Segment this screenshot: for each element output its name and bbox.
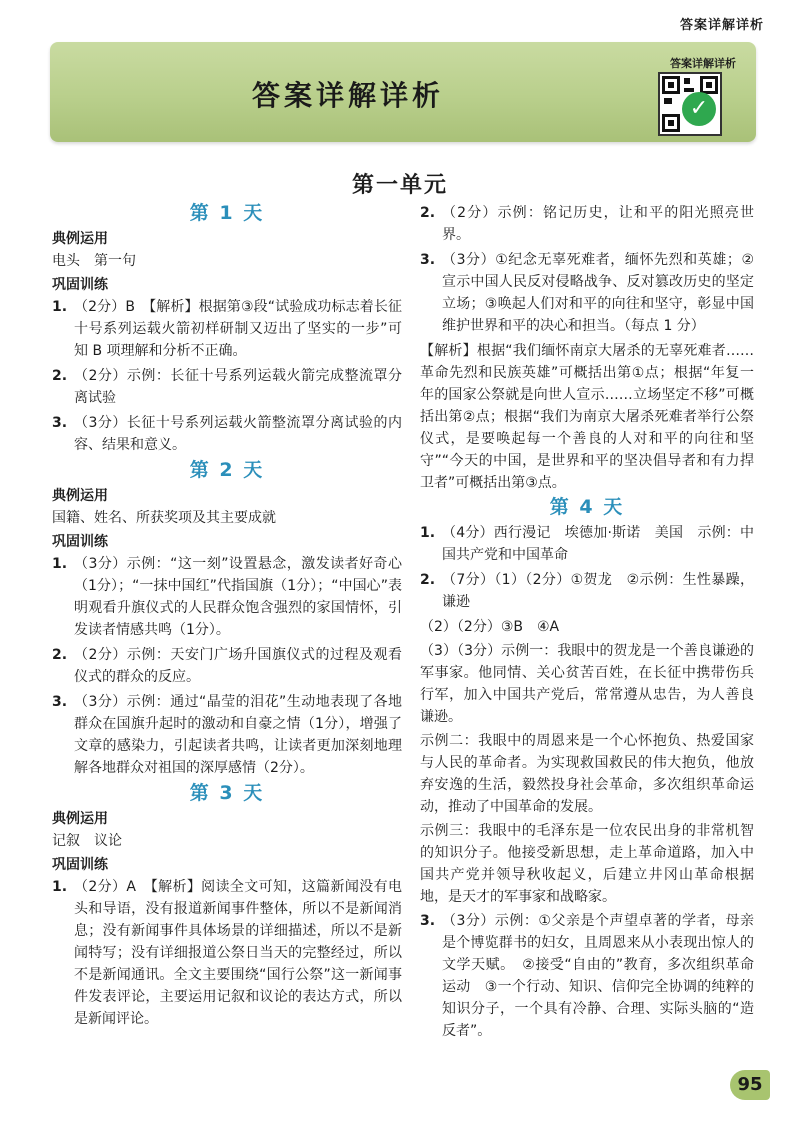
answer-item — [52, 644, 402, 688]
item-text: （3分）示例：“这一刻”设置悬念，激发读者好奇心（1分）；“一抹中国红”代指国旗（1分）；“中国心”表明观看升旗仪式的人民群众饱含强烈的家国情怀，引发读者情感共鸣（1分）。 — [74, 556, 402, 638]
section-typical: 典例运用 — [52, 811, 108, 827]
item-number: 2. — [52, 368, 68, 384]
sub-answer: 示例三：我眼中的毛泽东是一位农民出身的非常机智的知识分子。他接受新思想，走上革命道路，加入中国共产党并领导秋收起义，后建立井冈山革命根据地，是天才的军事家和战略家。 — [420, 823, 754, 905]
qr-label: 答案详解详析 — [670, 57, 736, 70]
item-number: 1. — [52, 879, 68, 895]
item-text: （2分）B 【解析】根据第③段“试验成功标志着长征十号系列运载火箭初样研制又迈出了坚实的一步”可知 B 项理解和分析不正确。 — [74, 299, 402, 359]
header-label: 答案详解详析 — [679, 18, 764, 33]
qr-module — [684, 78, 690, 84]
answer-item — [52, 365, 402, 409]
qr-code-icon[interactable] — [658, 72, 722, 136]
title-banner — [50, 42, 756, 142]
answer-item — [52, 876, 402, 1030]
item-number: 3. — [420, 913, 436, 929]
answer-item — [420, 522, 754, 566]
answer-item — [52, 553, 402, 641]
page-number: 95 — [730, 1070, 770, 1100]
answer-item — [52, 412, 402, 456]
item-number: 1. — [52, 299, 68, 315]
item-text: （2分）示例：铭记历史，让和平的阳光照亮世界。 — [442, 205, 754, 243]
section-practice: 巩固训练 — [52, 534, 108, 550]
qr-module — [664, 98, 672, 104]
sub-answer: （3）（3分）示例一：我眼中的贺龙是一个善良谦逊的军事家。他同情、关心贫苦百姓，在长征中携带伤兵行军，加入中国共产党后，常常遵从忠告，为人善良谦逊。 — [420, 643, 754, 725]
sub-answer: （2）（2分）③B ④A — [420, 619, 560, 635]
checkmark-icon: ✓ — [682, 92, 716, 126]
qr-finder — [662, 76, 680, 94]
section-practice: 巩固训练 — [52, 857, 108, 873]
typical-answer: 记叙 议论 — [52, 833, 122, 849]
item-text: （2分）示例：天安门广场升国旗仪式的过程及观看仪式的群众的反应。 — [74, 647, 402, 685]
item-number: 1. — [52, 556, 68, 572]
item-text: （2分）示例：长征十号系列运载火箭完成整流罩分离试验 — [74, 368, 402, 406]
right-column — [420, 200, 754, 1045]
item-number: 2. — [52, 647, 68, 663]
day-1-heading: 第 1 天 — [189, 202, 265, 224]
item-number: 3. — [420, 252, 436, 268]
unit-title: 第一单元 — [351, 173, 448, 198]
typical-answer: 国籍、姓名、所获奖项及其主要成就 — [52, 510, 276, 526]
day-2-heading: 第 2 天 — [189, 459, 265, 481]
answer-item — [420, 249, 754, 337]
qr-finder — [662, 114, 680, 132]
item-number: 2. — [420, 572, 436, 588]
item-text: （2分）A 【解析】阅读全文可知，这篇新闻没有电头和导语，没有报道新闻事件整体，所以不是新闻消息；没有新闻事件具体场景的详细描述，所以不是新闻特写；没有详细报道公祭日当天的完整经过，所以不是新闻通讯。全文主要围绕“国行公祭”这一新闻事件发表评论，主要运用记叙和议论的表达方式，所以是新闻评论。 — [74, 879, 402, 1027]
day-4-heading: 第 4 天 — [549, 496, 625, 518]
qr-module — [684, 88, 694, 92]
typical-answer: 电头 第一句 — [52, 253, 136, 269]
answer-item — [52, 691, 402, 779]
answer-item — [420, 910, 754, 1042]
item-text: （3分）长征十号系列运载火箭整流罩分离试验的内容、结果和意义。 — [74, 415, 402, 453]
answer-item — [52, 296, 402, 362]
item-text: （3分）示例：通过“晶莹的泪花”生动地表现了各地群众在国旗升起时的激动和自豪之情（1分），增强了文章的感染力，引起读者共鸣，让读者更加深刻地理解各地群众对祖国的深厚感情（2分）。 — [74, 694, 402, 776]
item-text: （3分）①纪念无辜死难者，缅怀先烈和英雄；②宣示中国人民反对侵略战争、反对篡改历史的坚定立场；③唤起人们对和平的向往和坚守，彰显中国维护世界和平的决心和担当。（每点 1 分） — [442, 252, 754, 334]
left-column — [52, 200, 402, 1033]
item-text: （7分）（1）（2分）①贺龙 ②示例：生性暴躁，谦逊 — [442, 572, 754, 610]
item-number: 3. — [52, 694, 68, 710]
item-text: （3分）示例：①父亲是个声望卓著的学者，母亲是个博览群书的妇女，且周恩来从小表现出惊人的文学天赋。 ②接受“自由的”教育，多次组织革命运动 ③一个行动、知识、信仰完全协调的纯粹的知识分子，一个具有冷静、合理、实际头脑的“造反者”。 — [442, 913, 754, 1039]
item-number: 2. — [420, 205, 436, 221]
answer-item — [420, 569, 754, 613]
answer-item — [420, 202, 754, 246]
sub-answer: 示例二：我眼中的周恩来是一个心怀抱负、热爱国家与人民的革命者。为实现救国救民的伟大抱负，他放弃安逸的生活，毅然投身社会革命，多次组织革命运动，推动了中国革命的发展。 — [420, 733, 754, 815]
analysis-text: 【解析】根据“我们缅怀南京大屠杀的无辜死难者……革命先烈和民族英雄”可概括出第①点；根据“年复一年的国家公祭就是向世人宣示……立场坚定不移”可概括出第②点；根据“我们为南京大屠杀死难者举行公祭仪式，是要唤起每一个善良的人对和平的向往和坚守”“今天的中国，是世界和平的坚决倡导者和有力捍卫者”可概括出第③点。 — [420, 343, 754, 491]
qr-finder — [700, 76, 718, 94]
banner-title: 答案详解详析 — [251, 79, 444, 112]
section-typical: 典例运用 — [52, 231, 108, 247]
section-typical: 典例运用 — [52, 488, 108, 504]
item-number: 3. — [52, 415, 68, 431]
item-text: （4分）西行漫记 埃德加·斯诺 美国 示例：中国共产党和中国革命 — [442, 525, 754, 563]
item-number: 1. — [420, 525, 436, 541]
section-practice: 巩固训练 — [52, 277, 108, 293]
day-3-heading: 第 3 天 — [189, 782, 265, 804]
